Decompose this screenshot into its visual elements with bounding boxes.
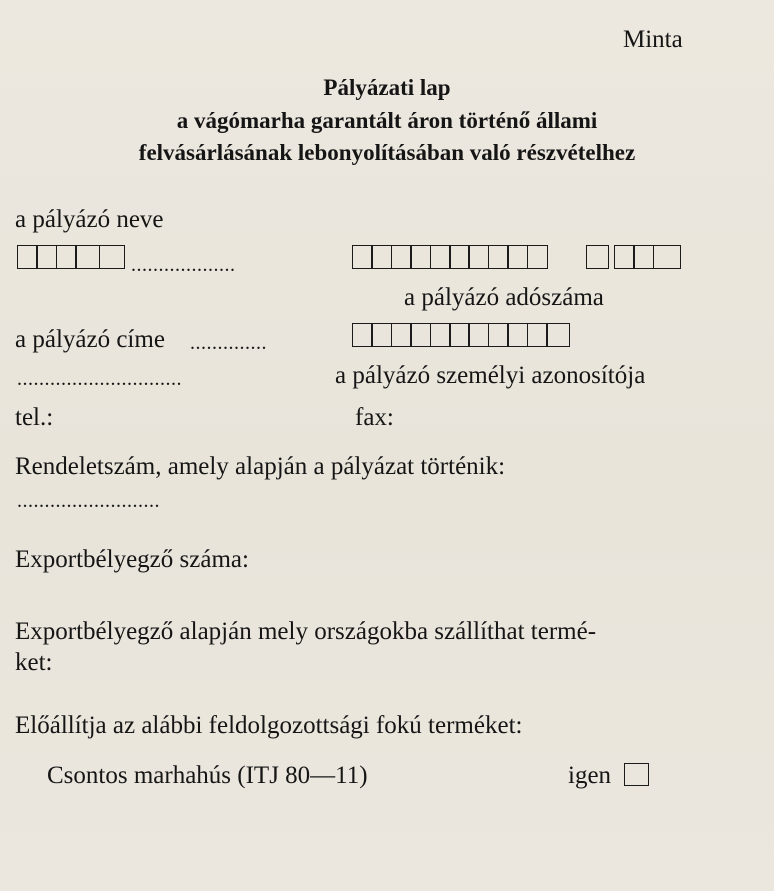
personal-id-box[interactable] — [352, 323, 373, 347]
tax-number-box[interactable] — [633, 245, 654, 269]
tax-number-box[interactable] — [352, 245, 373, 269]
product-item-label: Csontos marhahús (ITJ 80—11) — [47, 762, 368, 789]
address-dotted-line[interactable]: .............. — [190, 332, 267, 354]
export-countries-label-line1: Exportbélyegző alapján mely országokba szállíthat termé- — [15, 618, 597, 645]
personal-id-boxes[interactable] — [352, 323, 570, 347]
personal-id-box[interactable] — [430, 323, 451, 347]
personal-id-box[interactable] — [391, 323, 412, 347]
form-subtitle-line2: felvásárlásának lebonyolításában való részvételhez — [138, 140, 636, 165]
personal-id-box[interactable] — [507, 323, 528, 347]
tax-number-box[interactable] — [468, 245, 489, 269]
name-code-box[interactable] — [75, 245, 100, 269]
name-dotted-line[interactable]: ................... — [131, 254, 236, 276]
tax-number-box[interactable] — [586, 245, 609, 269]
product-question: Előállítja az alábbi feldolgozottsági fokú terméket: — [15, 712, 523, 739]
export-stamp-label: Exportbélyegző száma: — [15, 546, 249, 573]
tax-number-box[interactable] — [391, 245, 412, 269]
name-code-box[interactable] — [17, 245, 38, 269]
tax-number-main-boxes[interactable] — [352, 245, 548, 269]
fax-label: fax: — [355, 404, 394, 431]
address-dotted-line-2[interactable]: .............................. — [17, 368, 182, 390]
personal-id-box[interactable] — [449, 323, 470, 347]
name-code-boxes[interactable] — [17, 245, 125, 269]
form-title: Pályázati lap — [323, 75, 451, 100]
personal-id-box[interactable] — [488, 323, 509, 347]
product-yes-checkbox[interactable] — [624, 763, 649, 786]
decree-label: Rendeletszám, amely alapján a pályázat történik: — [15, 453, 506, 480]
tax-number-box[interactable] — [527, 245, 548, 269]
tax-number-box[interactable] — [410, 245, 431, 269]
tax-number-box[interactable] — [488, 245, 509, 269]
personal-id-box[interactable] — [546, 323, 570, 347]
tax-number-box[interactable] — [371, 245, 392, 269]
applicant-name-label: a pályázó neve — [15, 206, 164, 233]
tax-number-box[interactable] — [653, 245, 681, 269]
tax-number-suffix-boxes-b[interactable] — [614, 245, 681, 269]
tax-number-box[interactable] — [614, 245, 635, 269]
personal-id-label: a pályázó személyi azonosítója — [335, 362, 646, 389]
tax-number-box[interactable] — [430, 245, 451, 269]
export-countries-label-line2: ket: — [15, 649, 53, 676]
personal-id-box[interactable] — [371, 323, 392, 347]
tax-number-label: a pályázó adószáma — [404, 284, 604, 311]
personal-id-box[interactable] — [410, 323, 431, 347]
address-label: a pályázó címe — [15, 326, 165, 353]
personal-id-box[interactable] — [527, 323, 548, 347]
tax-number-suffix-boxes-a[interactable] — [586, 245, 609, 269]
personal-id-box[interactable] — [468, 323, 489, 347]
tax-number-box[interactable] — [507, 245, 528, 269]
name-code-box[interactable] — [99, 245, 125, 269]
name-code-box[interactable] — [56, 245, 77, 269]
form-subtitle-line1: a vágómarha garantált áron történő állami — [176, 108, 598, 133]
product-yes-label: igen — [568, 762, 612, 789]
tel-label: tel.: — [15, 404, 54, 431]
tax-number-box[interactable] — [449, 245, 470, 269]
name-code-box[interactable] — [36, 245, 57, 269]
decree-dotted-line[interactable]: .......................... — [17, 490, 160, 512]
sample-label: Minta — [623, 26, 683, 53]
